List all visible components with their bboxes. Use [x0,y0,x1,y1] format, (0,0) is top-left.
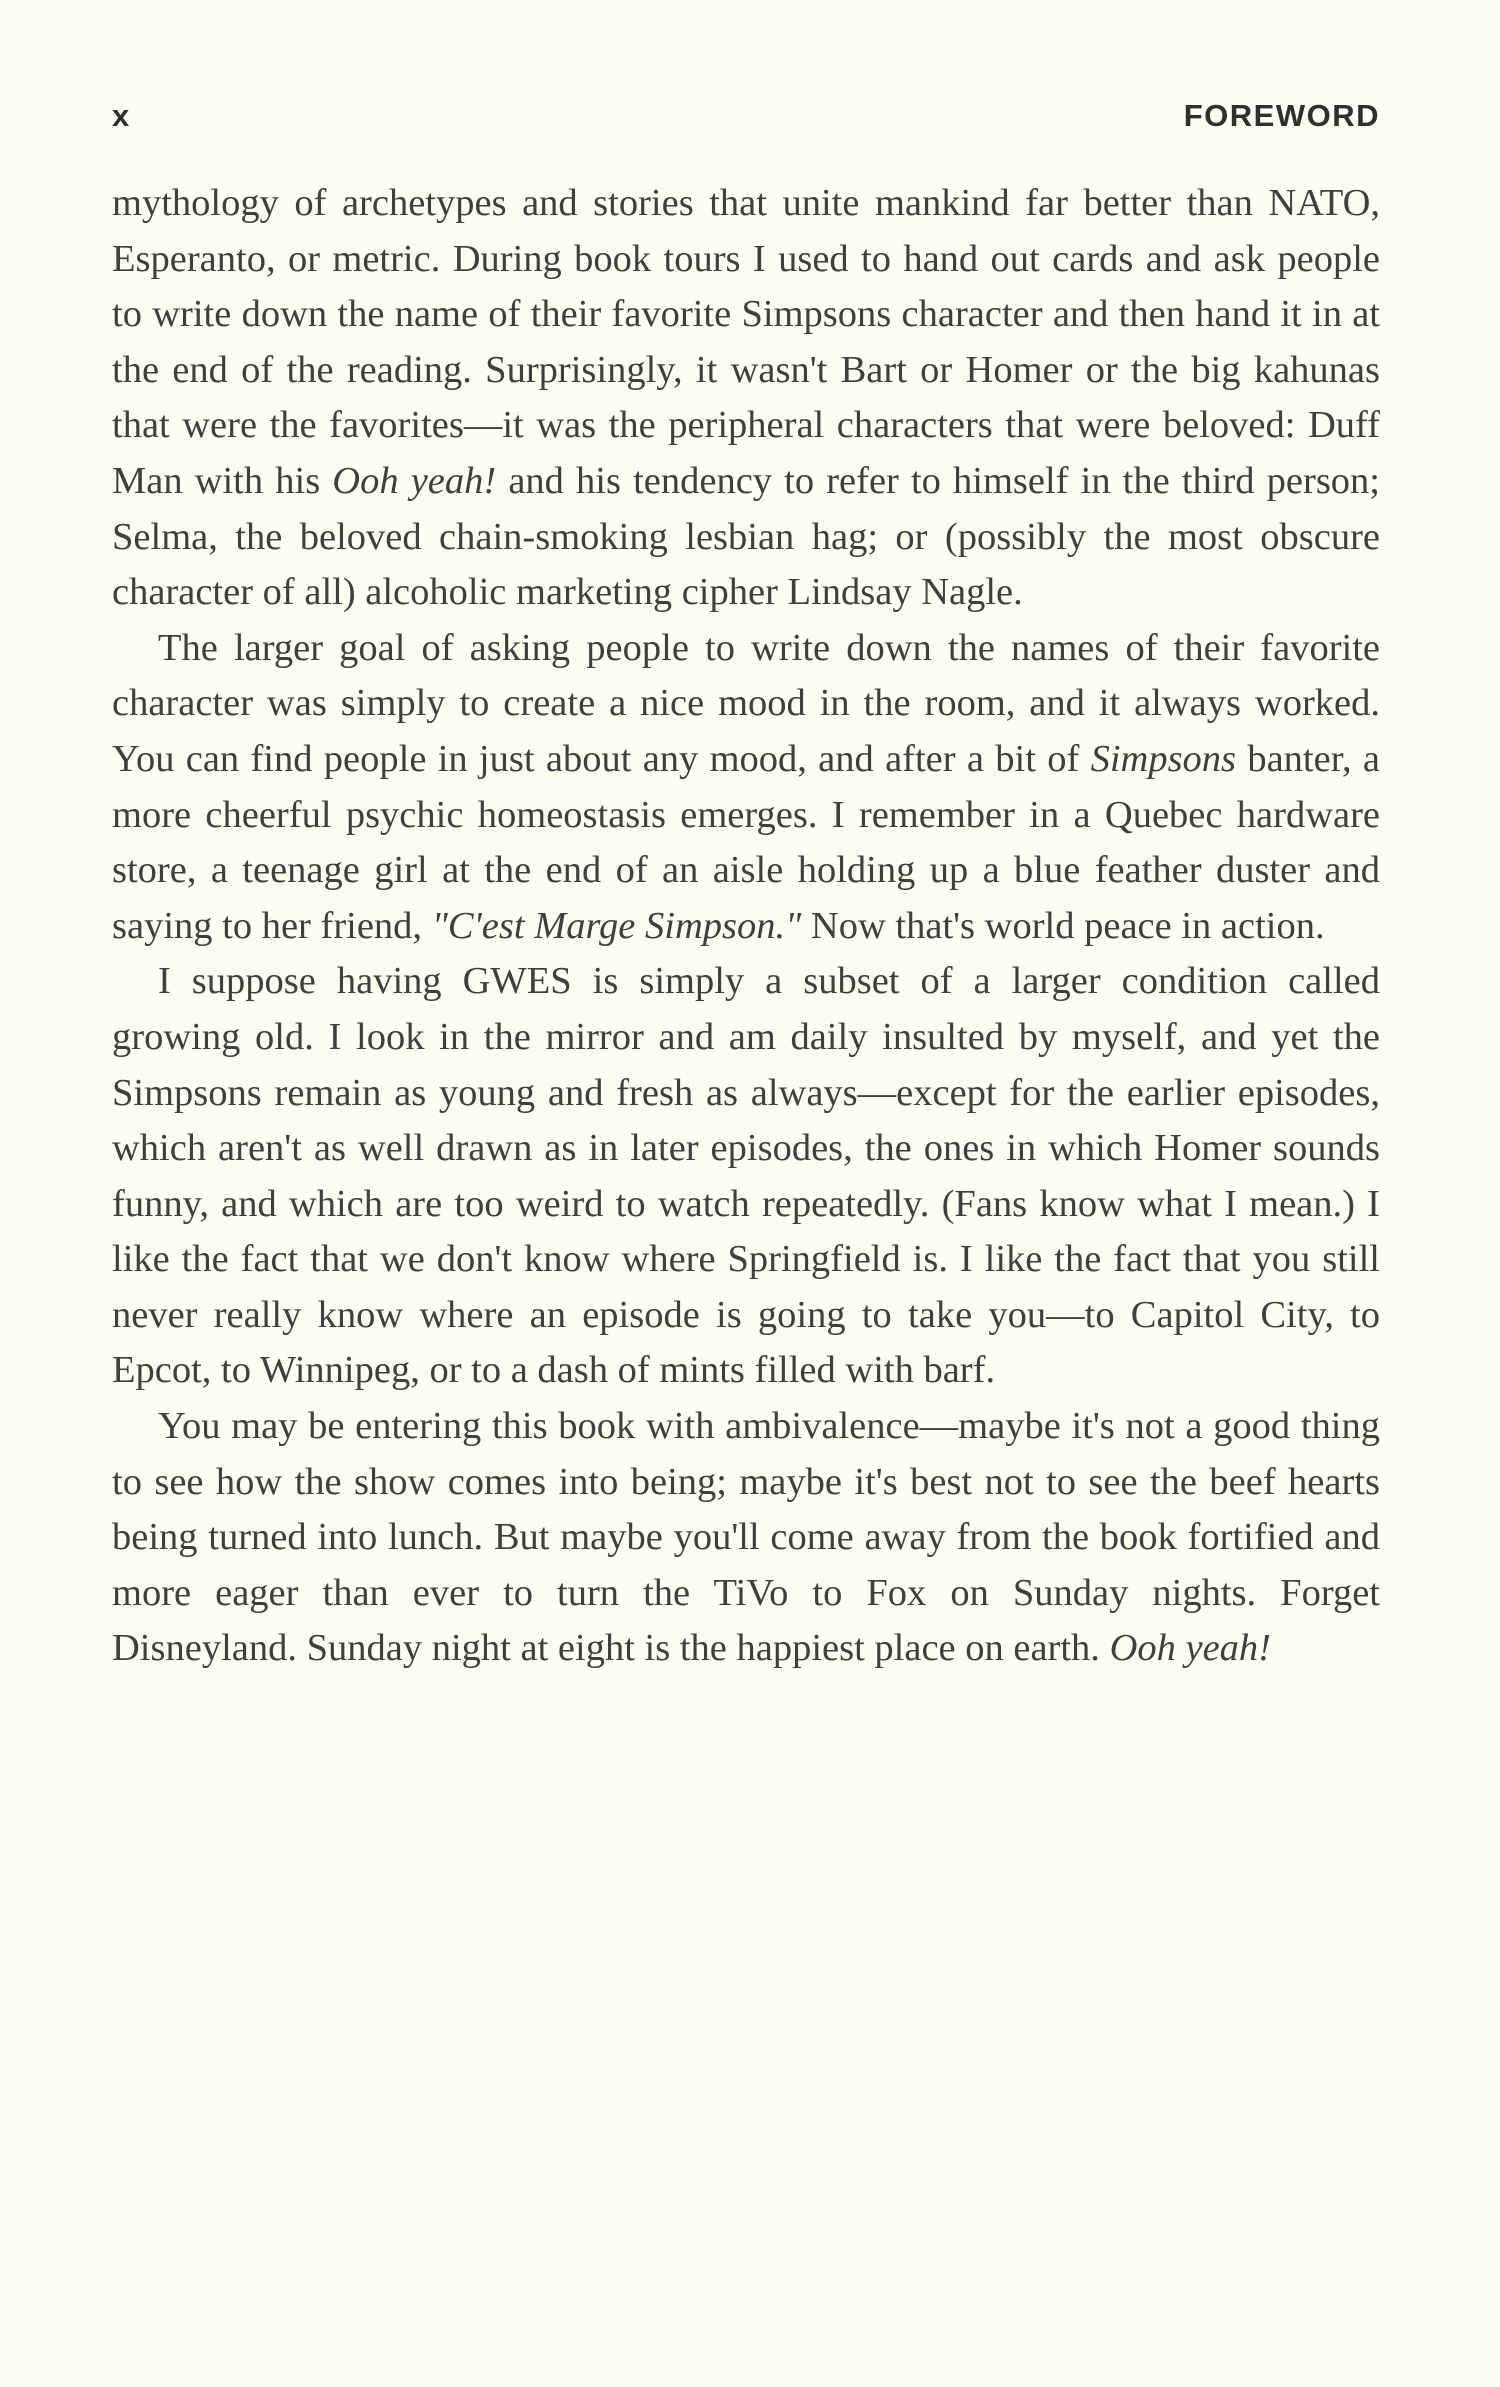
paragraph-2-segment-1: The larger goal of asking people to write down the names of their favorite character was simply to create a nice mood in the room, and it always worked. You can find people in just about any mood, and after a bit of [112,626,1380,780]
paragraph-3-segment-1: I suppose having GWES is simply a subset of a larger condition called growing old. I look in the mirror and am daily insulted by myself, and yet the Simpsons remain as young and fresh as always—except for the earlier episodes, which aren't as well drawn as in later episodes, the ones in which Homer sounds funny, and which are too weird to watch repeatedly. (Fans know what I mean.) I like the fact that we don't know where Springfield is. I like the fact that you still never really know where an episode is going to take you—to Capitol City, to Epcot, to Winnipeg, or to a dash of mints filled with barf. [112,960,1380,1392]
paragraph-1-segment-2: Ooh yeah! [332,459,497,502]
paragraph-2-segment-2: Simpsons [1090,737,1237,780]
paragraph-4 [112,1399,1380,1677]
paragraph-2-segment-4: "C'est Marge Simpson." [431,904,802,947]
paragraph-2-segment-5: Now that's world peace in action. [801,904,1325,947]
paragraph-2 [112,621,1380,955]
paragraph-1 [112,176,1380,621]
paragraph-4-segment-2: Ooh yeah! [1109,1627,1271,1670]
paragraph-2-segment-3: banter, a more cheerful psychic homeostasis emerges. I remember in a Quebec hardware store, a teenage girl at the end of an aisle holding up a blue feather duster and saying to her friend, [112,737,1381,947]
page-header [112,98,1380,138]
paragraph-3 [112,954,1380,1399]
paragraph-4-segment-1: You may be entering this book with ambivalence—maybe it's not a good thing to see how the show comes into being; maybe it's best not to see the beef hearts being turned into lunch. But maybe you'll come away from the book fortified and more eager than ever to turn the TiVo to Fox on Sunday nights. Forget Disneyland. Sunday night at eight is the happiest place on earth. [112,1405,1380,1670]
page-number: x [112,98,131,133]
body-text [112,176,1380,1677]
running-head: FOREWORD [1183,98,1380,133]
paragraph-1-segment-3: and his tendency to refer to himself in the third person; Selma, the beloved chain-smoking lesbian hag; or (possibly the most obscure character of all) alcoholic marketing cipher Lindsay Nagle. [112,459,1380,614]
paragraph-1-segment-1: mythology of archetypes and stories that unite mankind far better than NATO, Esperanto, or metric. During book tours I used to hand out cards and ask people to write down the name of their favorite Simpsons character and then hand it in at the end of the reading. Surprisingly, it wasn't Bart or Homer or the big kahunas that were the favorites—it was the peripheral characters that were beloved: Duff Man with his [112,182,1380,502]
